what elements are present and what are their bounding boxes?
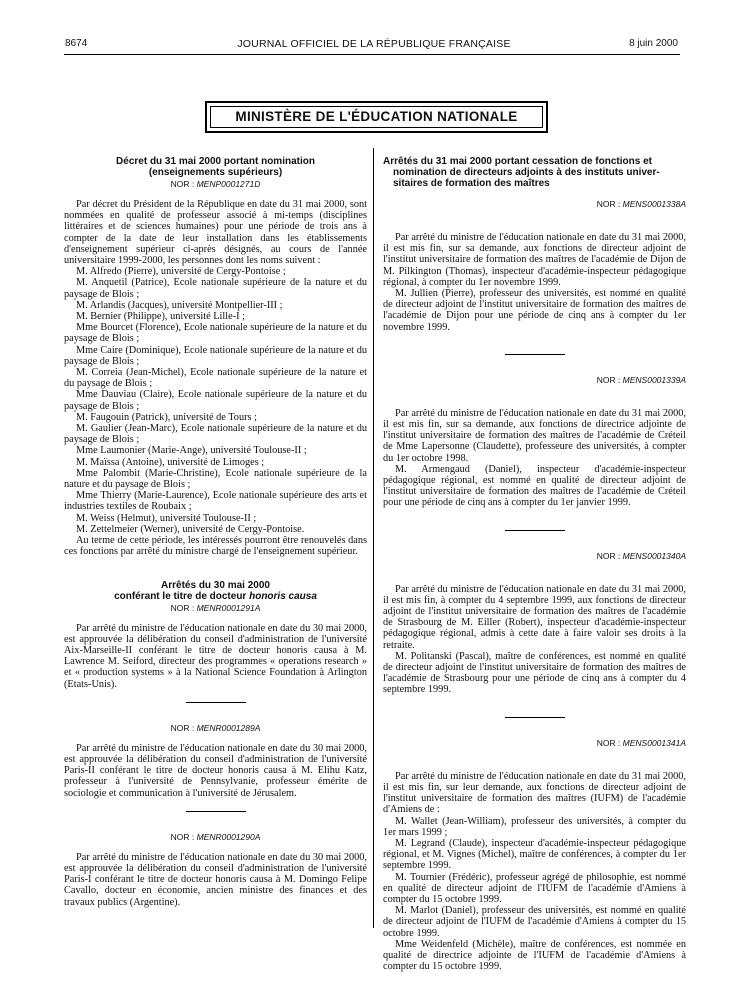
list-item: Mme Bourcet (Florence), Ecole nationale supérieure de la nature et du paysage de Blois ; [64,322,367,345]
honoris-nor [64,723,367,734]
honoris-title-italic: honoris causa [249,590,317,602]
left-column [64,156,367,908]
nor-code: MENS0001339A [622,374,686,385]
iufm-nor [383,375,686,386]
list-item: M. Alfredo (Pierre), université de Cergy-Pontoise ; [76,266,286,278]
nor-label: NOR : [596,374,623,385]
nor-label: NOR : [170,831,197,842]
nor-label: NOR : [596,737,623,748]
right-column [383,156,686,981]
column-divider [373,148,374,928]
nor-code: MENR0001291A [196,602,261,613]
spacer [383,749,686,771]
decree-closing: Au terme de cette période, les intéressés pourront être renouvelés dans ces fonctions par arrêté du ministre chargé de l'enseignement supérieur. [64,535,367,558]
spacer [383,541,686,550]
iufm-title-line1: Arrêtés du 31 mai 2000 portant cessation de fonctions et [383,156,652,167]
iufm-paragraph: Par arrêté du ministre de l'éducation nationale en date du 31 mai 2000, il est mis fin, sur leur demande, aux fonctions de directeur adjoint de l'institut universitaire de formation des maîtres (IUFM) de l'académie d'Amiens de : [383,770,686,816]
issue-date: 8 juin 2000 [629,38,678,49]
list-item: Mme Dauviau (Claire), Ecole nationale supérieure de la nature et du paysage de Blois ; [64,389,367,412]
honoris-nor [64,832,367,843]
list-item: M. Arlandis (Jacques), université Montpellier-III ; [76,299,283,311]
iufm-title-line2: nomination de directeurs adjoints à des instituts univer- [393,167,660,178]
decree-nor [64,179,367,190]
list-item: M. Weiss (Helmut), université Toulouse-II ; [76,512,257,524]
iufm-nor [383,738,686,749]
journal-title: JOURNAL OFFICIEL DE LA RÉPUBLIQUE FRANÇAISE [237,38,511,50]
nor-code: MENP0001271D [196,179,261,189]
iufm-paragraph: M. Jullien (Pierre), professeur des universités, est nommé en qualité de directeur adjoint de l'institut universitaire de formation des maîtres de l'académie de Dijon pour une période de cinq ans à compter du 1er novembre 1999. [383,288,686,333]
ministry-title: MINISTÈRE DE L'ÉDUCATION NATIONALE [210,106,543,128]
page-number: 8674 [65,38,88,49]
list-item: Mme Palombit (Marie-Christine), Ecole nationale supérieure de la nature et du paysage de Blois ; [64,467,367,491]
spacer [383,386,686,408]
nor-code: MENS0001340A [622,550,686,561]
spacer [383,365,686,374]
spacer [64,843,367,852]
list-item: M. Maïssa (Antoine), université de Limoges ; [76,456,265,468]
section-separator [186,811,246,812]
spacer [383,333,686,342]
honoris-nor [64,603,367,614]
honoris-paragraph: Par arrêté du ministre de l'éducation nationale en date du 30 mai 2000, est approuvée la délibération du conseil d'administration de l'université Paris-I conférant le titre de docteur honoris causa à M. Domingo Felipe Cavallo, docteur en économie, ancien ministre des finances et des travaux publics (Argentine). [64,851,367,908]
iufm-paragraph: M. Politanski (Pascal), maître de conférences, est nommé en qualité de directeur adjoint de l'institut universitaire de formation des maîtres de l'académie de Strasbourg pour une période de cinq ans à compter du 4 septembre 1999. [383,650,686,696]
section-separator [505,717,565,718]
iufm-paragraph: M. Legrand (Claude), inspecteur d'académie-inspecteur pédagogique régional, et M. Vignes (Michel), maître de conférences, à compter du 1er septembre 1999. [383,837,686,872]
section-separator [505,354,565,355]
iufm-paragraph: M. Wallet (Jean-William), professeur des universités, à compter du 1er mars 1999 ; [383,815,686,838]
list-item: Mme Thierry (Marie-Laurence), Ecole nationale supérieure des arts et industries textiles de Roubaix ; [64,490,367,513]
decree-names-list [64,266,367,535]
list-item: M. Zettelmeier (Werner), université de Cergy-Pontoise. [76,523,305,535]
iufm-paragraph: M. Armengaud (Daniel), inspecteur d'académie-inspecteur pédagogique régional, est nommé en qualité de directeur adjoint de l'institut universitaire de formation des maîtres de l'académie de Créteil pour une période de cinq ans à compter du 1er janvier 1999. [383,463,686,509]
decree-title-line2: (enseignements supérieurs) [148,167,283,178]
honoris-paragraph: Par arrêté du ministre de l'éducation nationale en date du 30 mai 2000, est approuvée la délibération du conseil d'administration de l'université Paris-II conférant le titre de docteur honoris causa à M. Elihu Katz, professeur à l'université de Pennsylvanie, professeur émérite de sociologie et communication à l'université de Jérusalem. [64,742,367,799]
iufm-paragraph: Par arrêté du ministre de l'éducation nationale en date du 31 mai 2000, il est mis fin, sur sa demande, aux fonctions de directeur adjoint de l'institut universitaire de formation des maîtres de l'académie de Dijon de M. Pilkington (Thomas), inspecteur d'académie-inspecteur pédagogique régional, à compter du 1er novembre 1999. [383,232,686,288]
honoris-title-line1: Arrêtés du 30 mai 2000 [161,579,270,591]
list-item: M. Gaulier (Jean-Marc), Ecole nationale supérieure de la nature et du paysage de Blois ; [64,423,367,446]
iufm-paragraph: M. Tournier (Frédéric), professeur agrégé de philosophie, est nommé en qualité de directeur adjoint de l'IUFM de l'académie d'Amiens à compter du 15 octobre 1999. [383,871,686,905]
spacer [383,972,686,981]
iufm-title-line3: sitaires de formation des maîtres [393,178,550,189]
spacer [383,509,686,518]
section-separator [186,702,246,703]
iufm-nor [383,199,686,210]
list-item: Mme Laumonier (Marie-Ange), université Toulouse-II ; [76,445,307,457]
spacer [64,734,367,743]
spacer [383,210,686,232]
spacer [64,822,367,831]
nor-code: MENR0001289A [196,722,261,733]
iufm-paragraph: Par arrêté du ministre de l'éducation nationale en date du 31 mai 2000, il est mis fin, sur sa demande, aux fonctions de directrice adjointe de l'institut universitaire de formation des maîtres de l'académie de Créteil de Mme Lapersonne (Claudette), professeure des universités, à compter du 1er octobre 1998. [383,407,686,464]
nor-code: MENS0001338A [622,199,686,209]
nor-code: MENR0001290A [196,831,261,842]
list-item: M. Anquetil (Patrice), Ecole nationale supérieure de la nature et du paysage de Blois ; [64,277,367,300]
spacer [383,189,686,198]
spacer [383,728,686,737]
nor-label: NOR : [596,550,623,561]
iufm-paragraph: M. Marlot (Daniel), professeur des universités, est nommé en qualité de directeur adjoint de l'IUFM de l'académie d'Amiens à compter du 15 octobre 1999. [383,905,686,939]
iufm-paragraph: Par arrêté du ministre de l'éducation nationale en date du 31 mai 2000, il est mis fin, à compter du 4 septembre 1999, aux fonctions de directeur adjoint de l'institut universitaire de formation des maîtres de l'académie de Strasbourg de M. Eiller (Robert), inspecteur d'académie-inspecteur pédagogique régional, admis à cette date à faire valoir ses droits à la retraite. [383,583,686,651]
decree-intro: Par décret du Président de la République en date du 31 mai 2000, sont nommées en qualité de professeur associé à mi-temps (disciplines littéraires et de sciences humaines) pour une période de trois ans à compter de la date de leur installation dans les établissements d'enseignement supérieur ci-après désignés, au cours de l'année universitaire 1999-2000, les personnes dont les noms suivent : [64,199,367,267]
list-item: M. Bernier (Philippe), université Lille-I ; [76,311,245,323]
nor-label: NOR : [170,179,195,189]
spacer [383,696,686,705]
header-rule [64,54,680,55]
iufm-sections [383,189,686,981]
honoris-title-text: conférant le titre de docteur [114,590,247,602]
honoris-paragraph: Par arrêté du ministre de l'éducation nationale en date du 30 mai 2000, est approuvée la délibération du conseil d'administration de l'université Aix-Marseille-II conférant le titre de docteur honoris causa à M. Lawrence M. Seiford, directeur des programmes « operations research » et « production systems » à la National Science Foundation à Arlington (Etats-Unis). [64,622,367,690]
iufm-paragraph: Mme Weidenfeld (Michèle), maître de conférences, est nommée en qualité de directrice adjointe de l'IUFM de l'académie d'Amiens à compter du 15 octobre 1999. [383,938,686,973]
nor-code: MENS0001341A [622,737,686,748]
ministry-box [205,101,548,133]
list-item: Mme Caire (Dominique), Ecole nationale supérieure de la nature et du paysage de Blois ; [64,344,367,367]
spacer [64,614,367,623]
iufm-nor [383,551,686,562]
honoris-items [64,603,367,908]
nor-label: NOR : [596,199,623,209]
honoris-title-line2 [64,591,367,602]
decree-title-line1: Décret du 31 mai 2000 portant nomination [116,156,315,167]
nor-label: NOR : [170,722,197,733]
spacer [64,713,367,722]
section-separator [505,530,565,531]
list-item: M. Correia (Jean-Michel), Ecole nationale supérieure de la nature et du paysage de Blois ; [64,367,367,390]
nor-label: NOR : [170,602,197,613]
list-item: M. Faugouin (Patrick), université de Tours ; [76,411,257,423]
spacer [383,562,686,584]
